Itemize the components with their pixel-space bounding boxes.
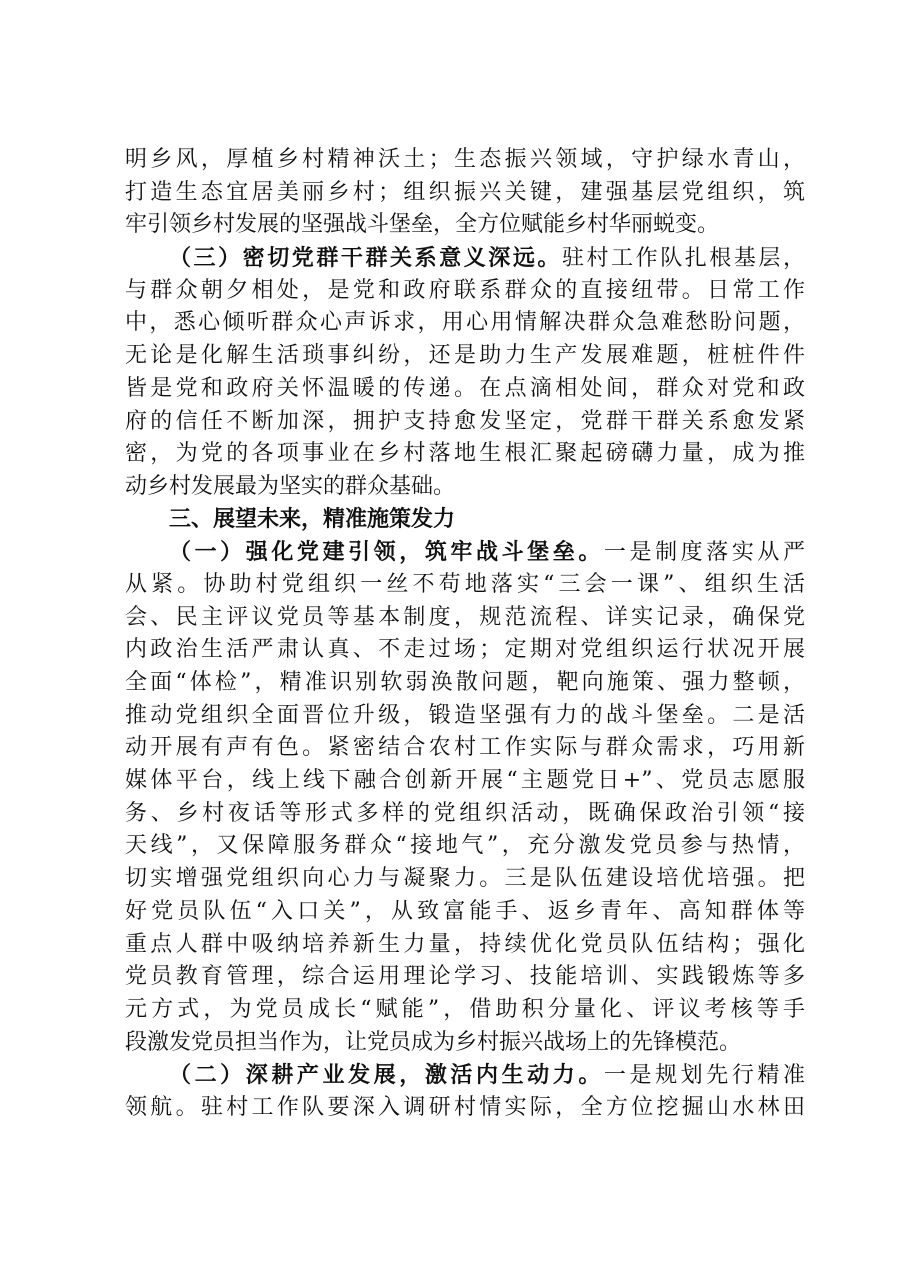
subsection-title: （二）深耕产业发展，激活内生动力。 [169, 1062, 604, 1089]
text-span: 驻村工作队扎根基层， [561, 246, 805, 272]
text-line: 从紧。协助村党组织一丝不苟地落实“三会一课”、组织生活 [125, 571, 805, 597]
text-span: 一是制度落实从严 [603, 540, 805, 566]
text-line: 密，为党的各项事业在乡村落地生根汇聚起磅礴力量，成为推 [125, 441, 805, 467]
paragraph-revitalization-summary [125, 144, 805, 242]
text-line: 切实增强党组织向心力与凝聚力。三是队伍建设培优培强。把 [125, 866, 805, 892]
text-line: 天线”，又保障服务群众“接地气”，充分激发党员参与热情， [125, 833, 805, 859]
text-line: 中，悉心倾听群众心声诉求，用心用情解决群众急难愁盼问题， [125, 310, 805, 336]
text-line: 动乡村发展最为坚实的群众基础。 [125, 473, 456, 499]
text-line: 会、民主评议党员等基本制度，规范流程、详实记录，确保党 [125, 604, 805, 630]
text-line: 无论是化解生活琐事纠纷，还是助力生产发展难题，桩桩件件 [125, 343, 805, 369]
paragraph-industry-development [125, 1059, 805, 1124]
text-line: 重点人群中吸纳培养新生力量，持续优化党员队伍结构；强化 [125, 931, 805, 957]
text-line: 好党员队伍“入口关”，从致富能手、返乡青年、高知群体等 [125, 898, 805, 924]
text-line: 元方式，为党员成长“赋能”，借助积分量化、评议考核等手 [125, 996, 805, 1022]
text-line: 媒体平台，线上线下融合创新开展“主题党日+”、党员志愿服 [125, 768, 805, 794]
paragraph-party-mass-relations [125, 242, 805, 504]
text-line: 党员教育管理，综合运用理论学习、技能培训、实践锻炼等多 [125, 964, 805, 990]
paragraph-party-building [125, 536, 805, 1059]
text-line: 府的信任不断加深，拥护支持愈发坚定，党群干群关系愈发紧 [125, 408, 805, 434]
text-line: 与群众朝夕相处，是党和政府联系群众的直接纽带。日常工作 [125, 277, 805, 303]
text-line: 段激发党员担当作为，让党员成为乡村振兴战场上的先锋模范。 [125, 1029, 742, 1055]
text-line: 动开展有声有色。紧密结合农村工作实际与群众需求，巧用新 [125, 735, 805, 761]
text-span: 一是规划先行精准 [603, 1063, 805, 1089]
subsection-title: （一）强化党建引领，筑牢战斗堡垒。 [169, 539, 604, 566]
text-line [125, 242, 805, 275]
text-line: 领航。驻村工作队要深入调研村情实际，全方位挖掘山水林田 [125, 1094, 805, 1120]
text-line: 务、乡村夜话等形式多样的党组织活动，既确保政治引领“接 [125, 800, 805, 826]
text-line: 牢引领乡村发展的坚强战斗堡垒，全方位赋能乡村华丽蜕变。 [125, 212, 720, 238]
text-line: 打造生态宜居美丽乡村；组织振兴关键，建强基层党组织，筑 [125, 179, 805, 205]
text-line [125, 536, 805, 569]
subsection-title: （三）密切党群干群关系意义深远。 [169, 245, 562, 272]
document-body [125, 144, 805, 1125]
text-line: 全面“体检”，精准识别软弱涣散问题，靶向施策、强力整顿， [125, 670, 805, 695]
text-line: 皆是党和政府关怀温暖的传递。在点滴相处间，群众对党和政 [125, 375, 805, 401]
text-line: 明乡风，厚植乡村精神沃土；生态振兴领域，守护绿水青山， [125, 147, 805, 172]
text-line: 推动党组织全面晋位升级，锻造坚强有力的战斗堡垒。二是活 [125, 702, 805, 728]
text-line: 内政治生活严肃认真、不走过场；定期对党组织运行状况开展 [125, 637, 805, 663]
text-line [125, 1059, 805, 1092]
section-heading: 三、展望未来，精准施策发力 [169, 506, 456, 532]
